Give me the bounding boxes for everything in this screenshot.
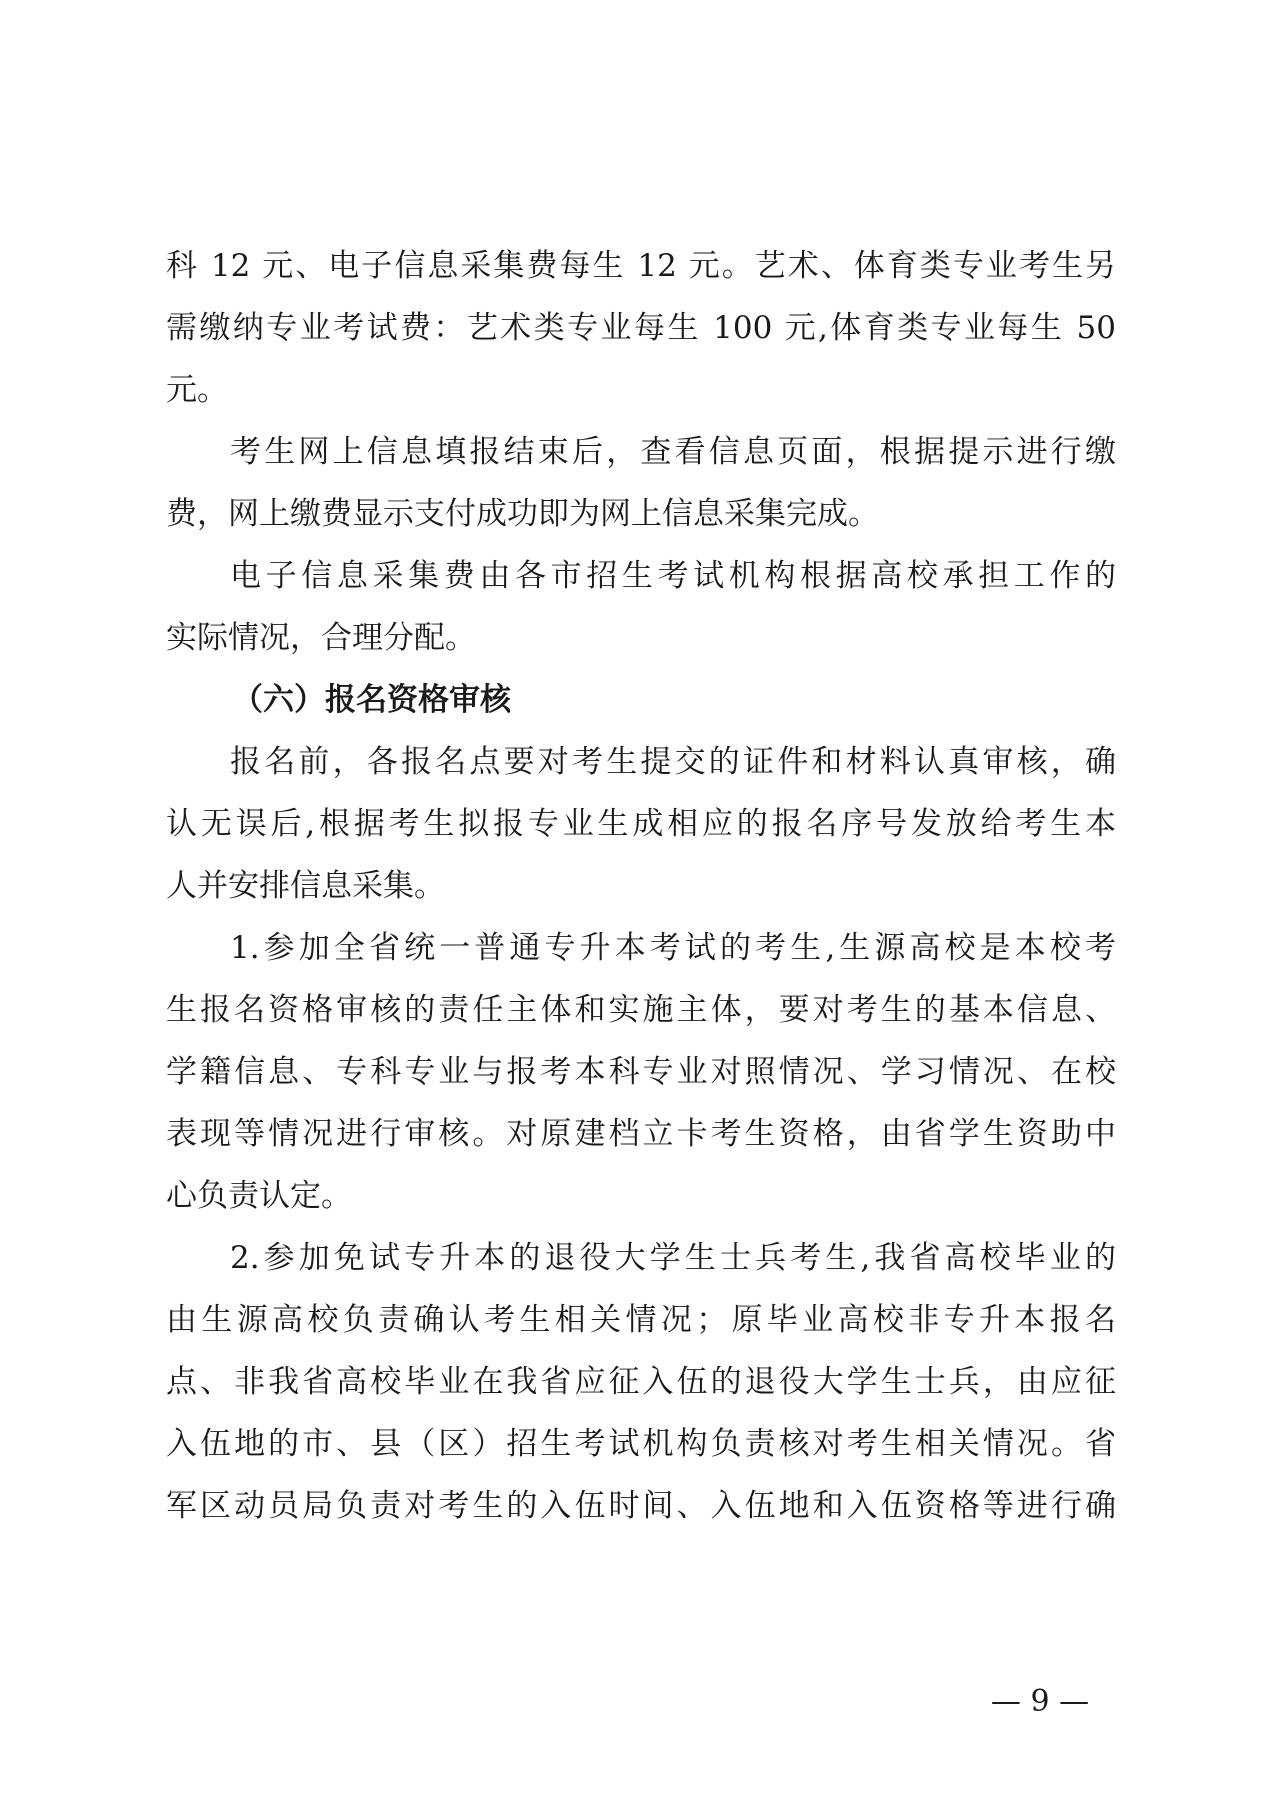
paragraph-start: 电子信息采集费由各市招生考试机构根据高校承担工作的	[230, 558, 1116, 594]
text-line: 入伍地的市、县（区）招生考试机构负责核对考生相关情况。省	[166, 1426, 1116, 1462]
text-line: 军区动员局负责对考生的入伍时间、入伍地和入伍资格等进行确	[166, 1488, 1116, 1524]
page-number: — 9 —	[990, 1684, 1090, 1719]
paragraph-start: 1.参加全省统一普通专升本考试的考生,生源高校是本校考	[230, 930, 1116, 966]
text-line: 表现等情况进行审核。对原建档立卡考生资格，由省学生资助中	[166, 1116, 1116, 1152]
text-line: 费，网上缴费显示支付成功即为网上信息采集完成。	[166, 496, 879, 532]
text-line: 心负责认定。	[166, 1178, 352, 1214]
paragraph-start: 考生网上信息填报结束后，查看信息页面，根据提示进行缴	[230, 434, 1116, 470]
text-line: 科 12 元、电子信息采集费每生 12 元。艺术、体育类专业考生另	[166, 248, 1116, 284]
text-line: 元。	[166, 372, 228, 408]
text-line: 由生源高校负责确认考生相关情况；原毕业高校非专升本报名	[166, 1302, 1116, 1338]
text-line: 认无误后,根据考生拟报专业生成相应的报名序号发放给考生本	[166, 806, 1116, 842]
text-line: 学籍信息、专科专业与报考本科专业对照情况、学习情况、在校	[166, 1054, 1116, 1090]
document-body	[166, 235, 1116, 1537]
section-heading: （六）报名资格审核	[232, 682, 511, 718]
paragraph-start: 报名前，各报名点要对考生提交的证件和材料认真审核，确	[230, 744, 1116, 780]
text-line: 点、非我省高校毕业在我省应征入伍的退役大学生士兵，由应征	[166, 1364, 1116, 1400]
text-line: 生报名资格审核的责任主体和实施主体，要对考生的基本信息、	[166, 992, 1116, 1028]
text-line: 实际情况，合理分配。	[166, 620, 476, 656]
text-line: 需缴纳专业考试费：艺术类专业每生 100 元,体育类专业每生 50	[166, 310, 1116, 346]
paragraph-start: 2.参加免试专升本的退役大学生士兵考生,我省高校毕业的	[230, 1240, 1116, 1276]
text-line: 人并安排信息采集。	[166, 868, 445, 904]
